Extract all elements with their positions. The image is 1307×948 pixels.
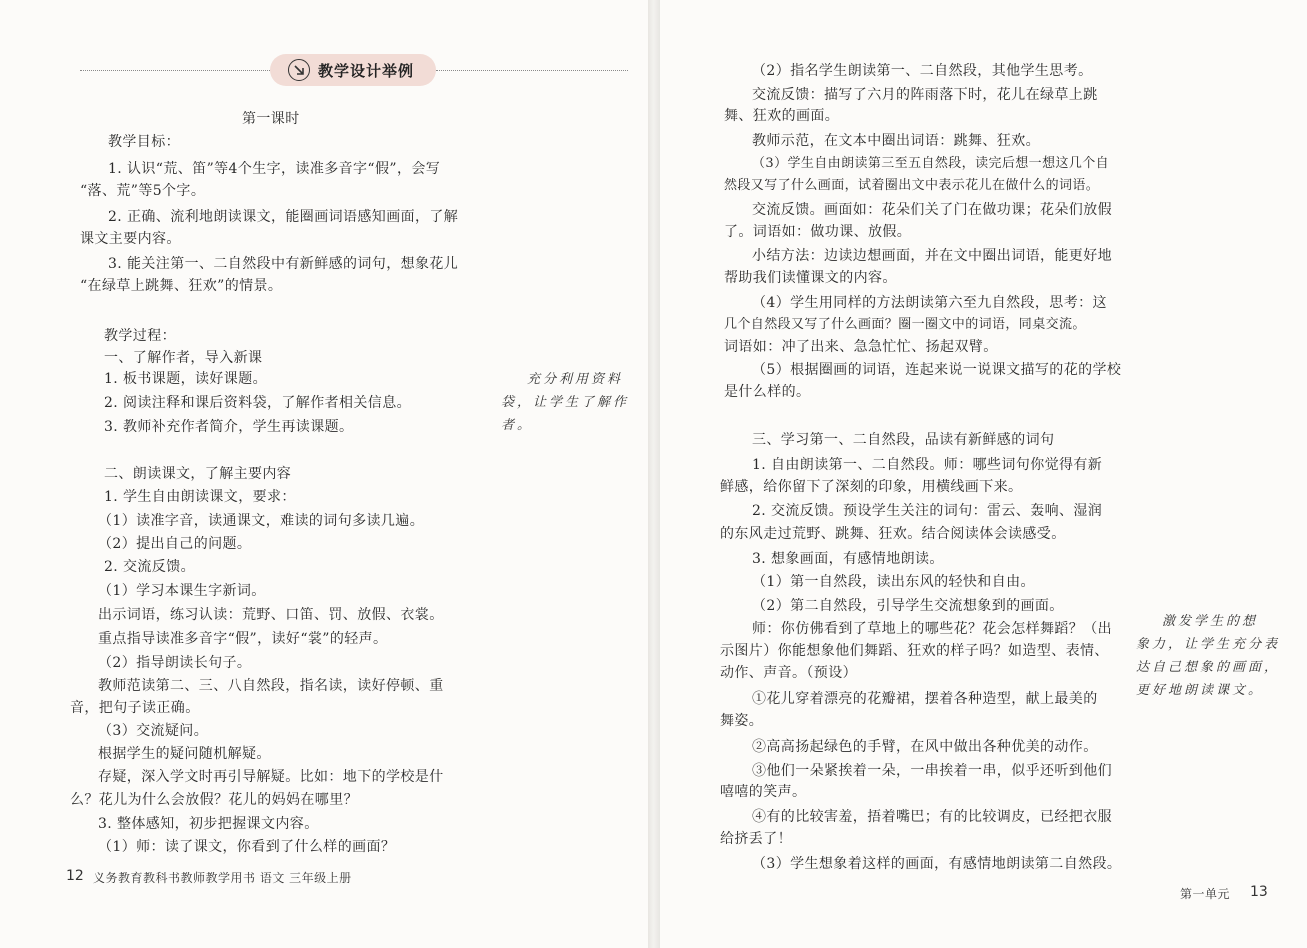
text-line: 1. 认识“荒、笛”等4个生字，读准多音字“假”，会写 bbox=[108, 161, 441, 177]
text-line: （3）交流疑问。 bbox=[98, 723, 209, 739]
arrow-down-right-icon bbox=[288, 59, 310, 81]
text-line: 舞、狂欢的画面。 bbox=[724, 108, 840, 124]
text-line: 2. 阅读注释和课后资料袋，了解作者相关信息。 bbox=[104, 395, 412, 411]
text-line: （3）学生自由朗读第三至五自然段，读完后想一想这几个自 bbox=[752, 156, 1110, 171]
header-rule-left bbox=[80, 70, 270, 71]
text-line: 1. 自由朗读第一、二自然段。师：哪些词句你觉得有新 bbox=[752, 457, 1103, 473]
text-line: 舞姿。 bbox=[720, 713, 764, 729]
text-line: （1）学习本课生字新词。 bbox=[98, 583, 266, 599]
text-line: 教师范读第二、三、八自然段，指名读，读好停顿、重 bbox=[98, 678, 444, 694]
text-line: ④有的比较害羞，捂着嘴巴；有的比较调皮，已经把衣服 bbox=[752, 809, 1112, 825]
text-line: 出示词语，练习认读：荒野、口笛、罚、放假、衣裳。 bbox=[98, 607, 444, 623]
text-line: （1）读准字音，读通课文，难读的词句多读几遍。 bbox=[98, 513, 425, 529]
text-line: 一、了解作者，导入新课 bbox=[104, 350, 263, 366]
text-line: （1）第一自然段，读出东风的轻快和自由。 bbox=[752, 574, 1035, 590]
text-line: 帮助我们读懂课文的内容。 bbox=[724, 270, 897, 286]
text-line: 的东风走过荒野、跳舞、狂欢。结合阅读体会读感受。 bbox=[720, 526, 1066, 542]
text-line: （2）提出自己的问题。 bbox=[98, 536, 252, 552]
right-page bbox=[660, 0, 1307, 948]
text-line: 鲜感，给你留下了深刻的印象，用横线画下来。 bbox=[720, 479, 1023, 495]
text-line: 2. 交流反馈。预设学生关注的词句：雷云、轰响、湿润 bbox=[752, 503, 1103, 519]
left-page bbox=[0, 0, 650, 948]
text-line: （3）学生想象着这样的画面，有感情地朗读第二自然段。 bbox=[752, 856, 1122, 872]
text-line: 2. 交流反馈。 bbox=[104, 559, 196, 575]
margin-note-line: 者。 bbox=[501, 418, 534, 433]
text-line: 小结方法：边读边想画面，并在文中圈出词语，能更好地 bbox=[752, 248, 1112, 264]
text-line: （1）师：读了课文，你看到了什么样的画面？ bbox=[98, 839, 396, 855]
text-line: 2. 正确、流利地朗读课文，能圈画词语感知画面，了解 bbox=[108, 209, 459, 225]
text-line: 音，把句子读正确。 bbox=[70, 700, 200, 716]
text-line: 是什么样的。 bbox=[724, 384, 811, 400]
text-line: ①花儿穿着漂亮的花瓣裙，摆着各种造型，献上最美的 bbox=[752, 691, 1098, 707]
text-line: 3. 教师补充作者简介，学生再读课题。 bbox=[104, 419, 354, 435]
text-line: 3. 整体感知，初步把握课文内容。 bbox=[98, 816, 319, 832]
text-line: 存疑，深入学文时再引导解疑。比如：地下的学校是什 bbox=[98, 769, 444, 785]
text-line: （2）第二自然段，引导学生交流想象到的画面。 bbox=[752, 598, 1064, 614]
text-line: 嘻嘻的笑声。 bbox=[720, 784, 807, 800]
text-line: “在绿草上跳舞、狂欢”的情景。 bbox=[80, 278, 283, 294]
text-line: 师：你仿佛看到了草地上的哪些花？花会怎样舞蹈？（出 bbox=[752, 621, 1112, 637]
text-line: 二、朗读课文，了解主要内容 bbox=[104, 466, 292, 482]
text-line: ②高高扬起绿色的手臂，在风中做出各种优美的动作。 bbox=[752, 739, 1098, 755]
margin-note-line: 象力，让学生充分表 bbox=[1136, 637, 1281, 652]
text-line: 交流反馈：描写了六月的阵雨落下时，花儿在绿草上跳 bbox=[752, 87, 1098, 103]
text-line: 然段又写了什么画面，试着圈出文中表示花儿在做什么的词语。 bbox=[724, 178, 1100, 193]
header-rule-right bbox=[436, 70, 628, 71]
text-line: 3. 想象画面，有感情地朗读。 bbox=[752, 551, 944, 567]
text-line: 1. 板书课题，读好课题。 bbox=[104, 371, 268, 387]
text-line: 3. 能关注第一、二自然段中有新鲜感的词句，想象花儿 bbox=[108, 256, 459, 272]
text-line: 三、学习第一、二自然段，品读有新鲜感的词句 bbox=[752, 432, 1055, 448]
footer-title: 义务教育教科书教师教学用书 语文 三年级上册 bbox=[93, 871, 352, 885]
text-line: 给挤丢了！ bbox=[720, 831, 792, 847]
text-line: 教学过程： bbox=[104, 328, 176, 344]
text-line: 么？花儿为什么会放假？花儿的妈妈在哪里？ bbox=[70, 792, 358, 808]
right-margin-note bbox=[1136, 610, 1280, 702]
text-line: （2）指导朗读长句子。 bbox=[98, 655, 252, 671]
text-line: ③他们一朵紧挨着一朵，一串挨着一串，似乎还听到他们 bbox=[752, 763, 1112, 779]
text-line: 了。词语如：做功课、放假。 bbox=[724, 224, 912, 240]
page-number: 13 bbox=[1250, 884, 1268, 900]
text-line: 根据学生的疑问随机解疑。 bbox=[98, 746, 271, 762]
text-line: （5）根据圈画的词语，连起来说一说课文描写的花的学校 bbox=[752, 362, 1122, 378]
margin-note-line: 激发学生的想 bbox=[1162, 614, 1259, 629]
text-line: 教师示范，在文本中圈出词语：跳舞、狂欢。 bbox=[752, 133, 1040, 149]
text-line: 几个自然段又写了什么画面？圈一圈文中的词语，同桌交流。 bbox=[724, 317, 1086, 332]
page-number: 12 bbox=[66, 868, 84, 884]
text-line: “落、荒”等5个字。 bbox=[80, 183, 206, 199]
text-line: 教学目标： bbox=[108, 134, 180, 150]
left-margin-note bbox=[501, 368, 629, 437]
header-banner bbox=[270, 54, 436, 86]
header-title: 教学设计举例 bbox=[318, 61, 415, 80]
text-line: 示图片）你能想象他们舞蹈、狂欢的样子吗？如造型、表情、 bbox=[720, 643, 1109, 659]
footer-unit: 第一单元 bbox=[1180, 887, 1231, 901]
margin-note-line: 充分利用资料 bbox=[527, 372, 624, 387]
text-line: （2）指名学生朗读第一、二自然段，其他学生思考。 bbox=[752, 63, 1093, 79]
text-line: 1. 学生自由朗读课文，要求： bbox=[104, 489, 296, 505]
text-line: 交流反馈。画面如：花朵们关了门在做功课；花朵们放假 bbox=[752, 202, 1112, 218]
margin-note-line: 袋，让学生了解作 bbox=[501, 395, 630, 410]
margin-note-line: 更好地朗读课文。 bbox=[1136, 683, 1265, 698]
text-line: （4）学生用同样的方法朗读第六至九自然段，思考：这 bbox=[752, 295, 1107, 311]
text-line: 重点指导读准多音字“假”，读好“裳”的轻声。 bbox=[98, 631, 388, 647]
text-line: 词语如：冲了出来、急急忙忙、扬起双臂。 bbox=[724, 339, 998, 355]
text-line: 第一课时 bbox=[242, 111, 300, 127]
text-line: 动作、声音。（预设） bbox=[720, 665, 857, 681]
text-line: 课文主要内容。 bbox=[80, 231, 181, 247]
margin-note-line: 达自己想象的画面， bbox=[1136, 660, 1281, 675]
